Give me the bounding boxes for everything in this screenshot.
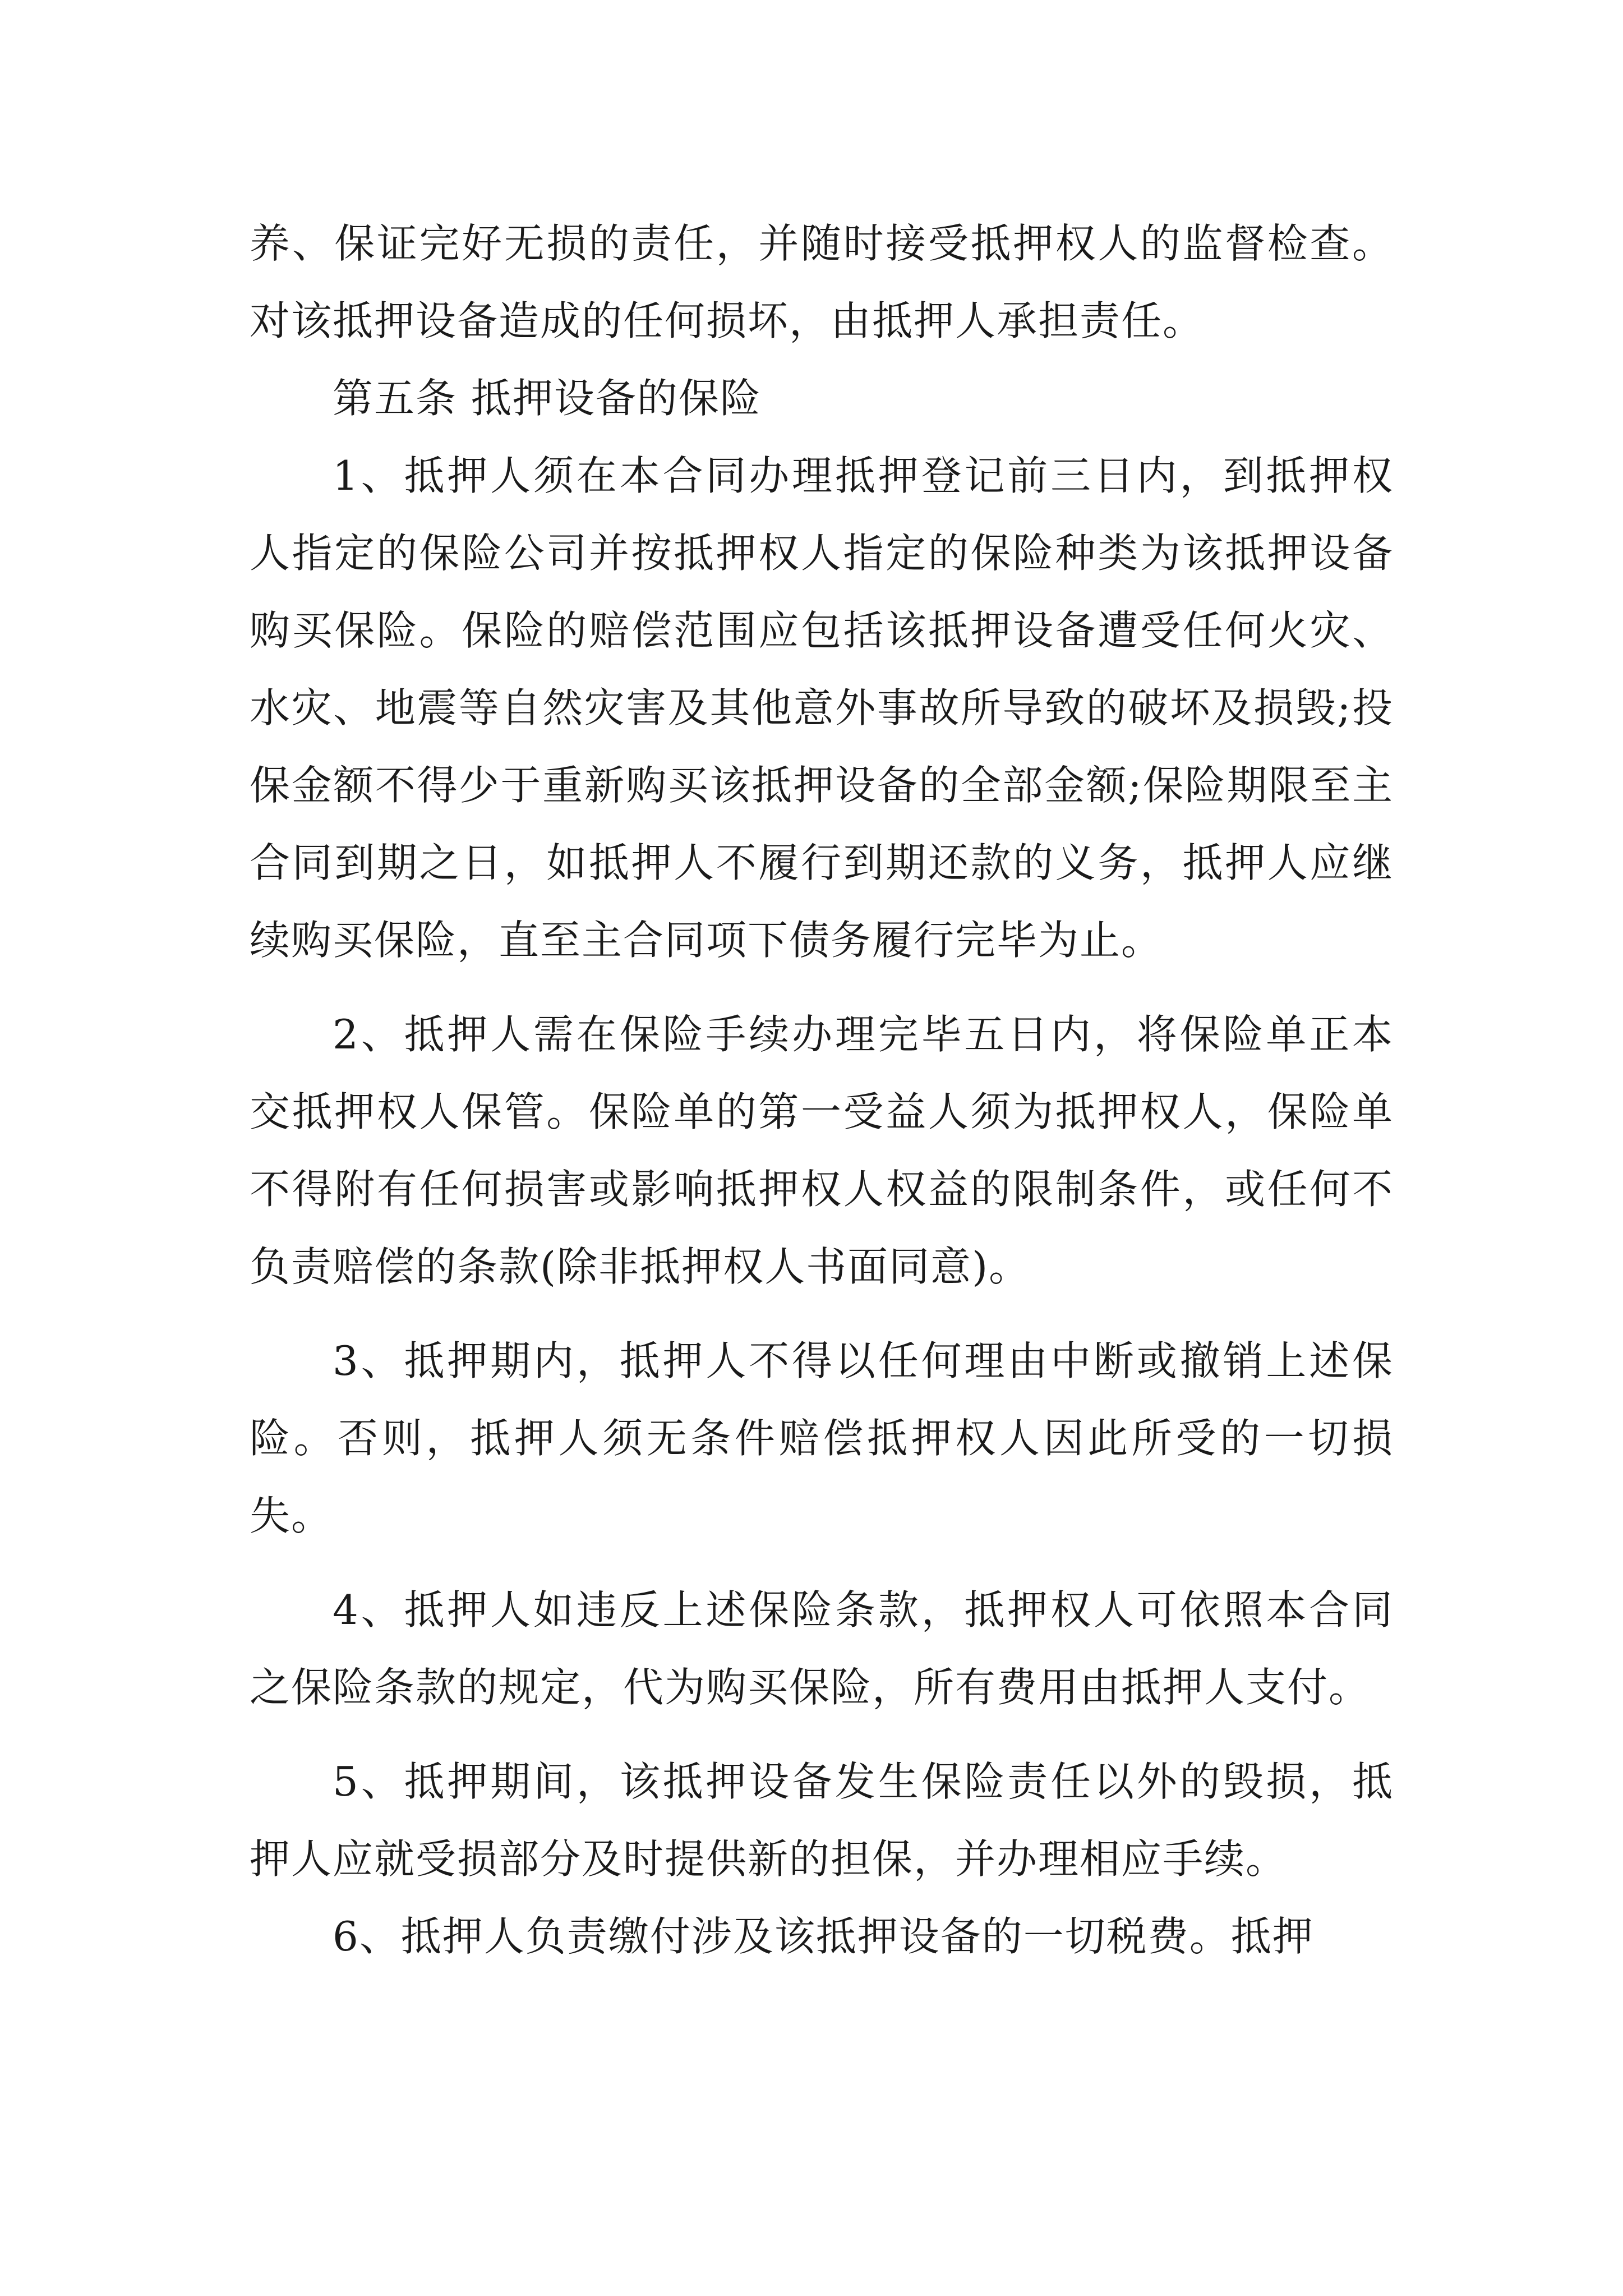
clause-3: 3、抵押期内，抵押人不得以任何理由中断或撤销上述保险。否则，抵押人须无条件赔偿抵押权人因此所受的一切损失。 [250,1337,1394,1539]
clause-6: 6、抵押人负责缴付涉及该抵押设备的一切税费。抵押 [333,1913,1314,1960]
section-heading-article-5: 第五条 抵押设备的保险 [333,375,762,422]
paragraph-continuation: 养、保证完好无损的责任，并随时接受抵押权人的监督检查。对该抵押设备造成的任何损坏，由抵押人承担责任。 [250,220,1394,344]
clause-5: 5、抵押期间，该抵押设备发生保险责任以外的毁损，抵押人应就受损部分及时提供新的担保，并办理相应手续。 [250,1758,1394,1883]
clause-4: 4、抵押人如违反上述保险条款，抵押权人可依照本合同之保险条款的规定，代为购买保险，所有费用由抵押人支付。 [250,1586,1394,1711]
clause-1: 1、抵押人须在本合同办理抵押登记前三日内，到抵押权人指定的保险公司并按抵押权人指定的保险种类为该抵押设备购买保险。保险的赔偿范围应包括该抵押设备遭受任何火灾、水灾、地震等自然灾害及其他意外事故所导致的破坏及损毁;投保金额不得少于重新购买该抵押设备的全部金额;保险期限至主合同到期之日，如抵押人不履行到期还款的义务，抵押人应继续购买保险，直至主合同项下债务履行完毕为止。 [250,452,1394,964]
clause-2: 2、抵押人需在保险手续办理完毕五日内，将保险单正本交抵押权人保管。保险单的第一受益人须为抵押权人，保险单不得附有任何损害或影响抵押权人权益的限制条件，或任何不负责赔偿的条款(除非抵押权人书面同意)。 [250,1011,1394,1290]
document-body [250,205,1394,1975]
